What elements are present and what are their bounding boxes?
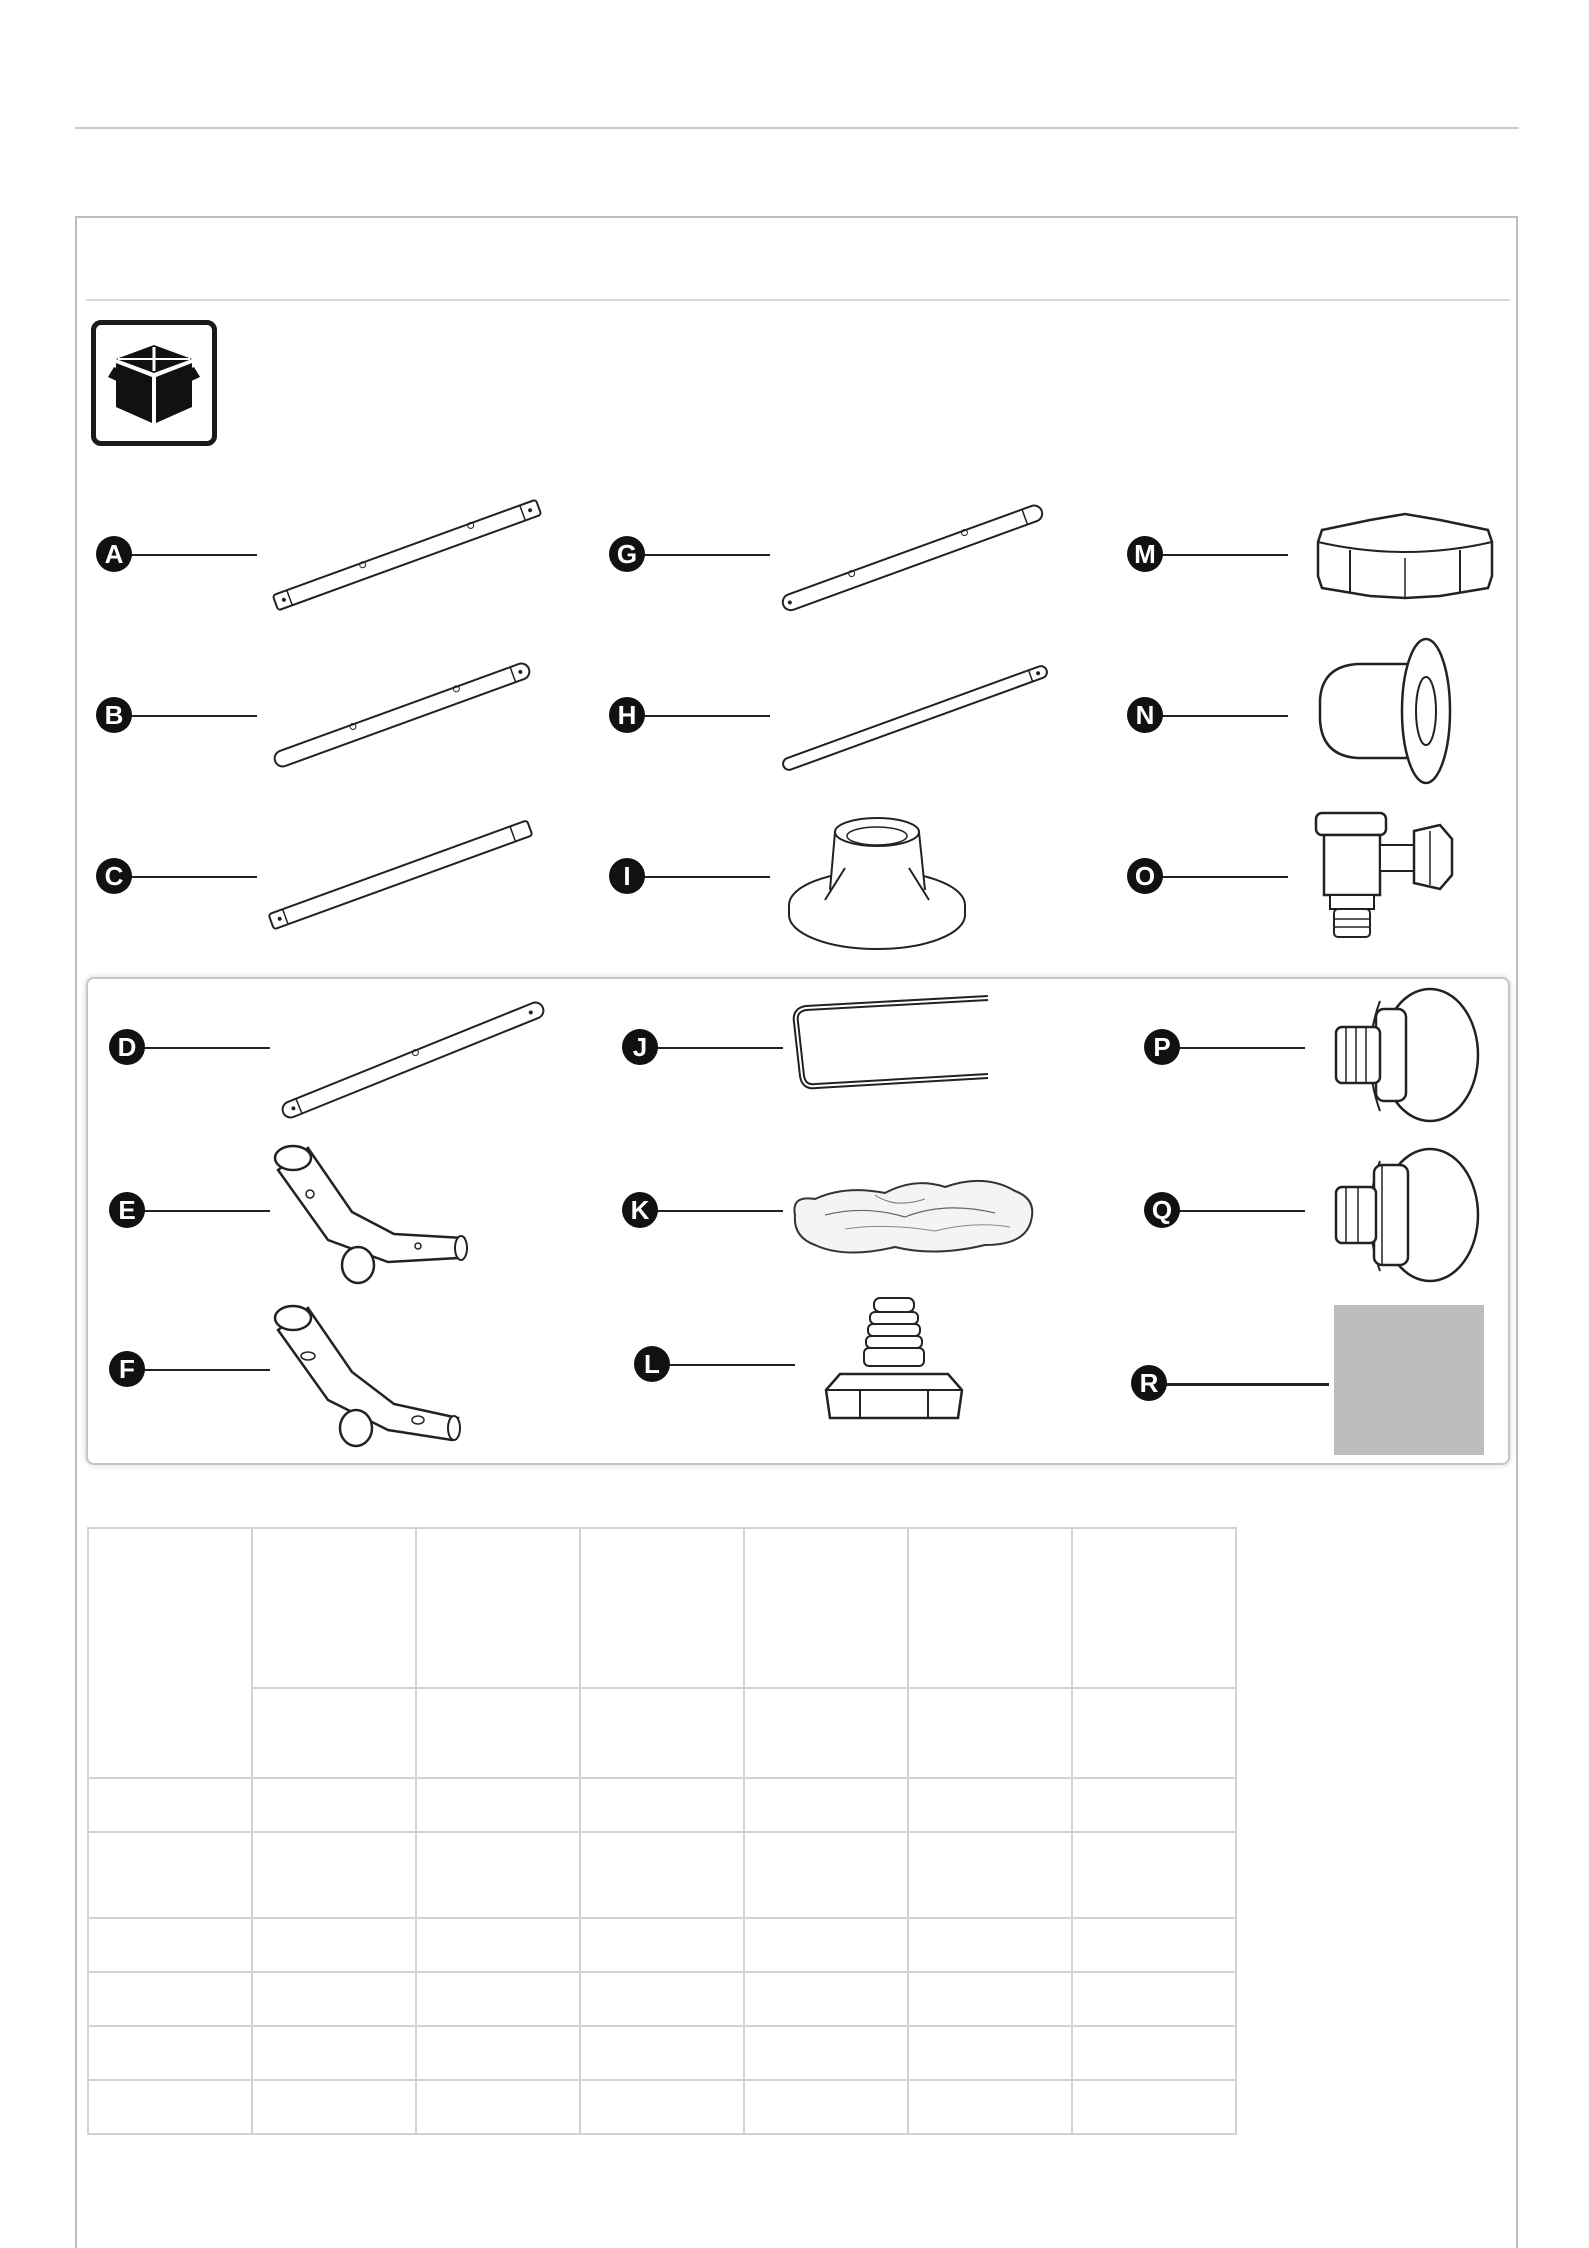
table-cell	[1072, 1528, 1236, 1688]
part-letter-badge: H	[609, 697, 645, 733]
part-h-pole-drawing	[770, 658, 1060, 778]
part-label-m	[1134, 539, 1156, 569]
part-letter-badge: E	[109, 1192, 145, 1228]
table-cell	[908, 1778, 1072, 1832]
table-row	[88, 1972, 1236, 2026]
table-cell	[580, 1688, 744, 1778]
part-label-b	[104, 700, 124, 730]
part-letter-badge: N	[1127, 697, 1163, 733]
part-letter-badge: M	[1127, 536, 1163, 572]
table-cell	[744, 2080, 908, 2134]
table-cell	[88, 1832, 252, 1918]
table-cell	[744, 1778, 908, 1832]
leader-line	[1160, 715, 1288, 717]
table-cell	[88, 1528, 252, 1778]
table-cell	[580, 1972, 744, 2026]
table-cell	[88, 2080, 252, 2134]
table-cell	[908, 1528, 1072, 1688]
part-label-n	[1135, 700, 1155, 730]
table-cell	[416, 2026, 580, 2080]
table-cell	[252, 1832, 416, 1918]
part-letter-badge: Q	[1144, 1192, 1180, 1228]
table-cell	[252, 1528, 416, 1688]
part-label-l	[644, 1349, 660, 1379]
part-q-fitting-drawing	[1330, 1145, 1485, 1285]
table-cell	[252, 1778, 416, 1832]
part-letter-badge: L	[634, 1346, 670, 1382]
table-cell	[580, 2080, 744, 2134]
table-cell	[1072, 1972, 1236, 2026]
table-cell	[1072, 2080, 1236, 2134]
table-cell	[416, 1778, 580, 1832]
table-cell	[908, 1688, 1072, 1778]
table-cell	[416, 1832, 580, 1918]
part-f-elbow-connector-drawing	[268, 1300, 478, 1450]
table-cell	[744, 1688, 908, 1778]
part-letter-badge: J	[622, 1029, 658, 1065]
table-cell	[252, 1972, 416, 2026]
leader-line	[1164, 1383, 1329, 1386]
table-cell	[908, 1918, 1072, 1972]
part-label-h	[617, 700, 637, 730]
table-cell	[580, 1528, 744, 1688]
part-o-valve-drawing	[1310, 805, 1460, 945]
leader-line	[129, 554, 257, 556]
table-cell	[416, 1688, 580, 1778]
part-g-pole-drawing	[770, 498, 1055, 618]
table-row	[88, 2080, 1236, 2134]
table-cell	[580, 2026, 744, 2080]
table-cell	[88, 1918, 252, 1972]
part-label-i	[623, 861, 631, 891]
table-row	[88, 1832, 1236, 1918]
leader-line	[1160, 876, 1288, 878]
table-cell	[1072, 1918, 1236, 1972]
leader-line	[655, 1047, 783, 1049]
specification-table	[87, 1527, 1237, 2135]
leader-line	[129, 876, 257, 878]
part-letter-badge: B	[96, 697, 132, 733]
table-cell	[744, 2026, 908, 2080]
part-letter-badge: C	[96, 858, 132, 894]
part-e-elbow-connector-drawing	[268, 1140, 478, 1290]
table-cell	[1072, 1832, 1236, 1918]
part-label-f	[119, 1354, 135, 1384]
table-cell	[252, 1918, 416, 1972]
table-cell	[1072, 1688, 1236, 1778]
part-a-pole-drawing	[262, 495, 552, 615]
part-b-pole-drawing	[262, 655, 542, 775]
leader-line	[1177, 1210, 1305, 1212]
table-cell	[252, 1688, 416, 1778]
leader-line	[142, 1047, 270, 1049]
part-label-a	[104, 539, 124, 569]
part-label-e	[118, 1195, 136, 1225]
part-n-strainer-drawing	[1308, 640, 1458, 790]
leader-line	[1177, 1047, 1305, 1049]
leader-line	[655, 1210, 783, 1212]
table-cell	[88, 1778, 252, 1832]
open-box-icon	[91, 320, 217, 446]
leader-line	[142, 1369, 270, 1371]
table-cell	[744, 1918, 908, 1972]
part-d-pole-drawing	[268, 1000, 558, 1120]
part-i-leg-base-drawing	[785, 810, 970, 950]
part-j-u-brace-drawing	[788, 990, 998, 1100]
leader-line	[642, 876, 770, 878]
table-cell	[744, 1528, 908, 1688]
leader-line	[1160, 554, 1288, 556]
table-cell	[416, 1528, 580, 1688]
part-letter-badge: P	[1144, 1029, 1180, 1065]
table-cell	[252, 2080, 416, 2134]
leader-line	[129, 715, 257, 717]
table-cell	[908, 2026, 1072, 2080]
part-letter-badge: A	[96, 536, 132, 572]
table-row	[88, 1778, 1236, 1832]
table-cell	[908, 2080, 1072, 2134]
table-cell	[1072, 1778, 1236, 1832]
part-label-r	[1139, 1368, 1159, 1398]
part-label-g	[616, 539, 638, 569]
part-k-ground-cloth-drawing	[785, 1165, 1040, 1260]
table-row	[88, 1918, 1236, 1972]
leader-line	[642, 715, 770, 717]
part-label-d	[117, 1032, 137, 1062]
part-r-swatch	[1334, 1305, 1484, 1455]
part-m-cap-drawing	[1310, 510, 1500, 600]
table-cell	[744, 1972, 908, 2026]
table-cell	[1072, 2026, 1236, 2080]
table-cell	[88, 2026, 252, 2080]
table-cell	[580, 1918, 744, 1972]
part-letter-badge: G	[609, 536, 645, 572]
table-cell	[744, 1832, 908, 1918]
part-label-p	[1153, 1032, 1171, 1062]
part-label-q	[1151, 1195, 1173, 1225]
table-cell	[416, 1972, 580, 2026]
table-row	[88, 1688, 1236, 1778]
table-cell	[580, 1778, 744, 1832]
table-cell	[252, 2026, 416, 2080]
header-divider	[75, 127, 1519, 129]
table-cell	[416, 2080, 580, 2134]
part-letter-badge: R	[1131, 1365, 1167, 1401]
table-cell	[88, 1972, 252, 2026]
table-cell	[416, 1918, 580, 1972]
part-label-k	[630, 1195, 650, 1225]
leader-line	[642, 554, 770, 556]
part-letter-badge: K	[622, 1192, 658, 1228]
part-label-c	[104, 861, 124, 891]
part-c-pole-drawing	[258, 815, 543, 935]
part-label-o	[1134, 861, 1156, 891]
section-divider	[86, 299, 1510, 301]
leader-line	[142, 1210, 270, 1212]
table-cell	[908, 1972, 1072, 2026]
part-label-j	[632, 1032, 648, 1062]
table-cell	[908, 1832, 1072, 1918]
part-letter-badge: I	[609, 858, 645, 894]
table-row	[88, 1528, 1236, 1688]
part-p-fitting-drawing	[1330, 985, 1485, 1125]
table-row	[88, 2026, 1236, 2080]
part-letter-badge: F	[109, 1351, 145, 1387]
part-letter-badge: D	[109, 1029, 145, 1065]
table-cell	[580, 1832, 744, 1918]
part-l-drain-plug-drawing	[820, 1290, 970, 1440]
leader-line	[667, 1364, 795, 1366]
part-letter-badge: O	[1127, 858, 1163, 894]
